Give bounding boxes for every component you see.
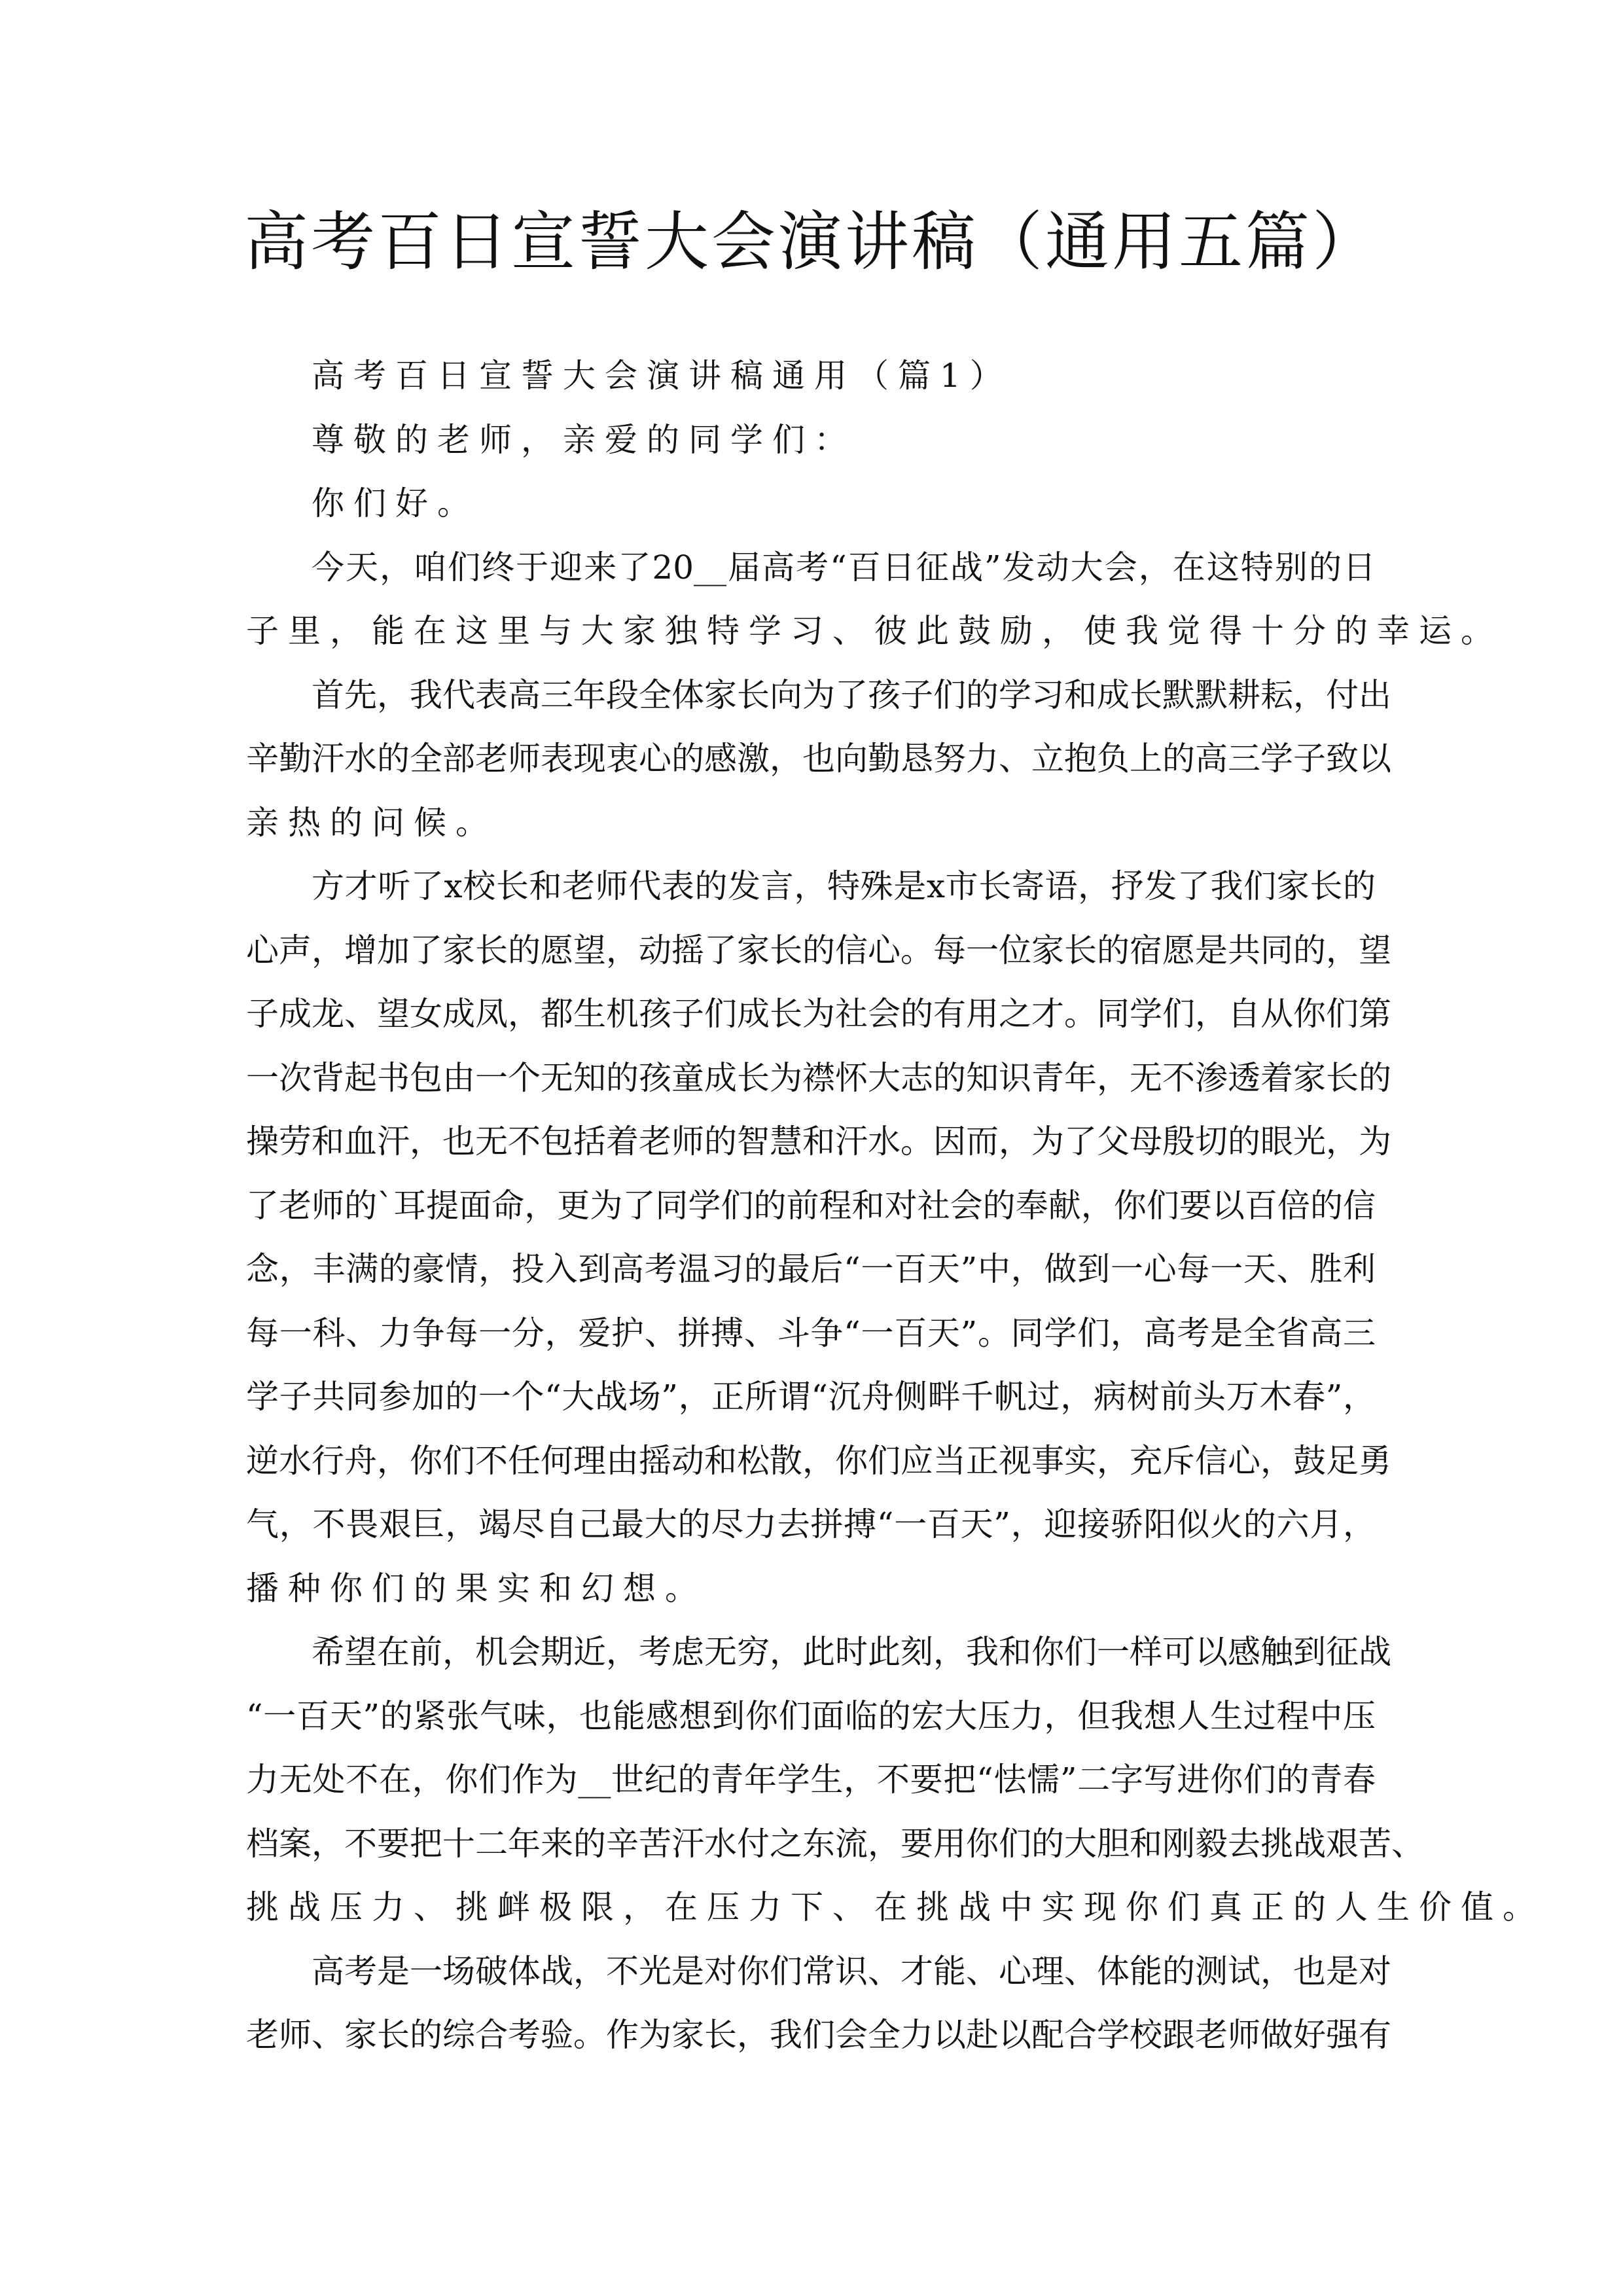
text-line: 力无处不在，你们作为__世纪的青年学生，不要把“怯懦”二字写进你们的青春 bbox=[246, 1761, 1376, 1799]
document-title: 高考百日宣誓大会演讲稿（通用五篇） bbox=[243, 205, 1379, 279]
text-line: 尊敬的老师，亲爱的同学们： bbox=[312, 420, 856, 459]
text-line: 首先，我代表高三年段全体家长向为了孩子们的学习和成长默默耕耘，付出 bbox=[312, 675, 1391, 714]
text-line: 操劳和血汗，也无不包括着老师的智慧和汗水。因而，为了父母殷切的眼光，为 bbox=[246, 1122, 1391, 1160]
text-line: 气，不畏艰巨，竭尽自己最大的尽力去拼搏“一百天”，迎接骄阳似火的六月， bbox=[246, 1505, 1376, 1543]
text-line: 子里，能在这里与大家独特学习、彼此鼓励，使我觉得十分的幸运。 bbox=[246, 612, 1503, 650]
text-line: “一百天”的紧张气味，也能感想到你们面临的宏大压力，但我想人生过程中压 bbox=[246, 1696, 1376, 1735]
text-line: 辛勤汗水的全部老师表现衷心的感激，也向勤恳努力、立抱负上的高三学子致以 bbox=[246, 740, 1391, 778]
text-line: 方才听了x校长和老师代表的发言，特殊是x市长寄语，抒发了我们家长的 bbox=[312, 867, 1376, 905]
text-line: 亲热的问候。 bbox=[246, 803, 497, 842]
paragraph bbox=[246, 855, 1391, 1621]
text-line: 档案，不要把十二年来的辛苦汗水付之东流，要用你们的大胆和刚毅去挑战艰苦、 bbox=[246, 1824, 1424, 1863]
paragraph bbox=[246, 1940, 1391, 2068]
paragraph bbox=[246, 536, 1503, 664]
text-line: 高考百日宣誓大会演讲稿通用（篇1） bbox=[312, 357, 1012, 395]
paragraph bbox=[246, 1621, 1544, 1940]
text-line: 播种你们的果实和幻想。 bbox=[246, 1569, 707, 1607]
text-line: 念，丰满的豪情，投入到高考温习的最后“一百天”中，做到一心每一天、胜利 bbox=[246, 1250, 1376, 1288]
text-line: 逆水行舟，你们不任何理由摇动和松散，你们应当正视事实，充斥信心，鼓足勇 bbox=[246, 1441, 1391, 1480]
text-line: 了老师的`耳提面命，更为了同学们的前程和对社会的奉献，你们要以百倍的信 bbox=[246, 1186, 1376, 1225]
text-line: 学子共同参加的一个“大战场”，正所谓“沉舟侧畔千帆过，病树前头万木春”， bbox=[246, 1378, 1376, 1416]
text-line: 心声，增加了家长的愿望，动摇了家长的信心。每一位家长的宿愿是共同的，望 bbox=[246, 931, 1391, 969]
paragraph bbox=[246, 472, 1376, 536]
text-line: 一次背起书包由一个无知的孩童成长为襟怀大志的知识青年，无不渗透着家长的 bbox=[246, 1058, 1391, 1097]
text-line: 挑战压力、挑衅极限，在压力下、在挑战中实现你们真正的人生价值。 bbox=[246, 1888, 1544, 1926]
document-body bbox=[246, 344, 1544, 2068]
text-line: 今天，咱们终于迎来了20__届高考“百日征战”发动大会，在这特别的日 bbox=[312, 548, 1376, 586]
text-line: 每一科、力争每一分，爱护、拼搏、斗争“一百天”。同学们，高考是全省高三 bbox=[246, 1314, 1376, 1352]
paragraph bbox=[246, 664, 1391, 855]
text-line: 高考是一场破体战，不光是对你们常识、才能、心理、体能的测试，也是对 bbox=[312, 1952, 1391, 1990]
text-line: 希望在前，机会期近，考虑无穷，此时此刻，我和你们一样可以感触到征战 bbox=[312, 1633, 1391, 1671]
paragraph bbox=[246, 408, 1376, 473]
paragraph bbox=[246, 344, 1376, 408]
text-line: 老师、家长的综合考验。作为家长，我们会全力以赴以配合学校跟老师做好强有 bbox=[246, 2016, 1391, 2054]
text-line: 子成龙、望女成凤，都生机孩子们成长为社会的有用之才。同学们，自从你们第 bbox=[246, 995, 1391, 1033]
text-line: 你们好。 bbox=[312, 484, 479, 522]
